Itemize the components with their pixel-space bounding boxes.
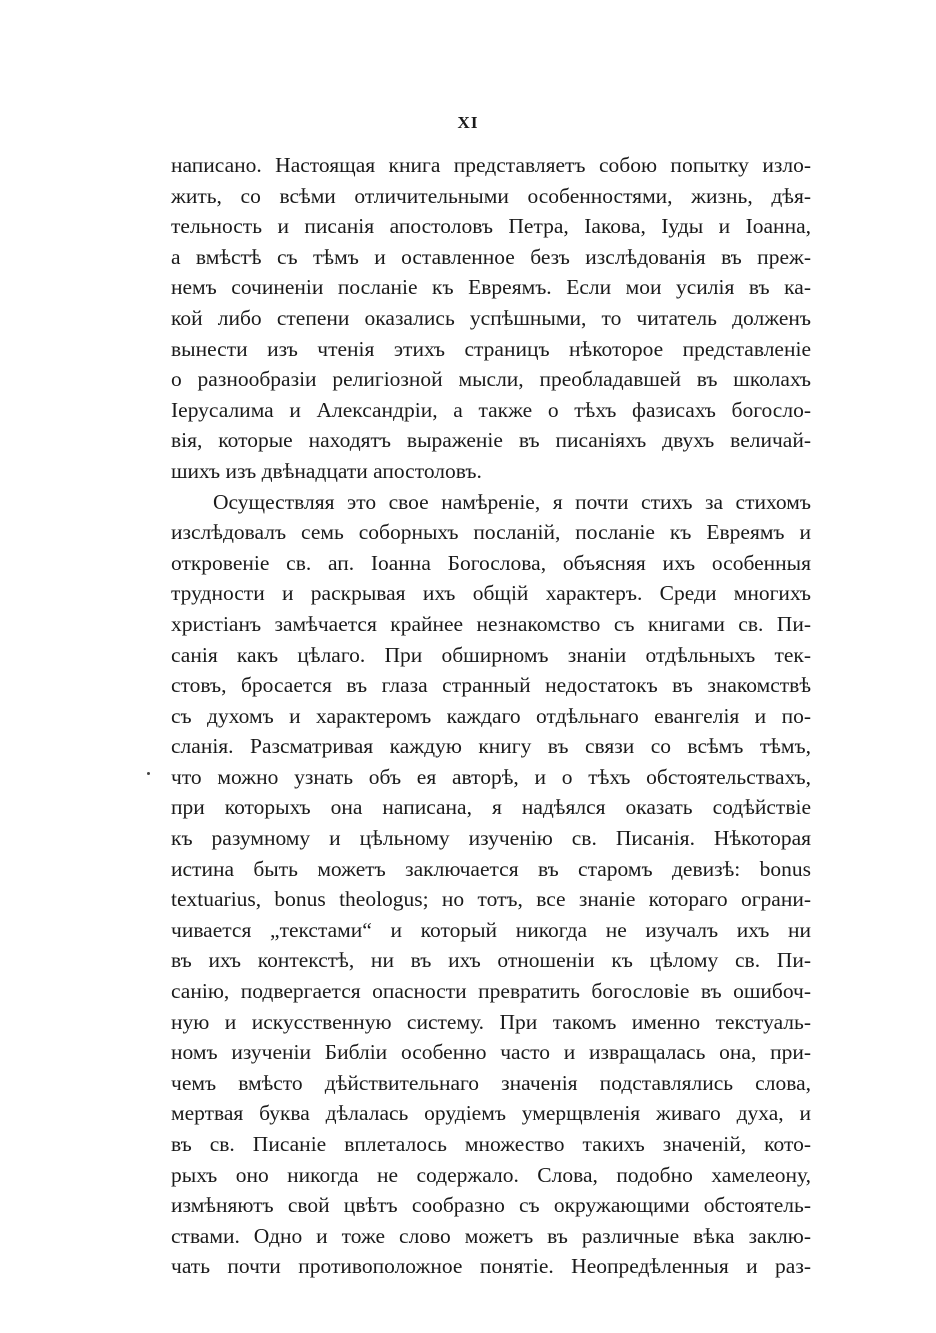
text-line: номъ изученіи Библіи особенно часто и извращалась она, при-	[171, 1040, 811, 1065]
text-line: стовъ, бросается въ глаза странный недостатокъ въ знакомствѣ	[171, 673, 811, 698]
text-line: ную и искусственную систему. При такомъ именно текстуаль-	[171, 1009, 811, 1034]
text-line: истина быть можетъ заключается въ старомъ девизѣ: bonus	[171, 856, 811, 881]
text-line: ствами. Одно и тоже слово можетъ въ различные вѣка заклю-	[171, 1223, 811, 1248]
text-line: textuarius, bonus theologus; но тотъ, все знаніе котораго ограни-	[171, 887, 811, 912]
text-line: тельность и писанія апостоловъ Петра, Іакова, Іуды и Іоанна,	[171, 214, 811, 239]
text-line: при которыхъ она написана, я надѣялся оказать содѣйствіе	[171, 795, 811, 820]
text-line: о разнообразіи религіозной мысли, преобладавшей въ школахъ	[171, 367, 811, 392]
text-line: чивается „текстами“ и который никогда не изучалъ ихъ ни	[171, 917, 811, 942]
text-line: чать почти противоположное понятіе. Неопредѣленныя и раз-	[171, 1254, 811, 1279]
text-line: къ разумному и цѣльному изученію св. Писанія. Нѣкоторая	[171, 826, 811, 851]
text-line: санія какъ цѣлаго. При обширномъ знаніи отдѣльныхъ тек-	[171, 642, 811, 667]
text-line: съ духомъ и характеромъ каждаго отдѣльнаго евангелія и по-	[171, 703, 811, 728]
page-number: XI	[457, 113, 479, 132]
text-line: мертвая буква дѣлалась орудіемъ умерщвленія живаго духа, и	[171, 1101, 811, 1126]
text-line: рыхъ оно никогда не содержало. Слова, подобно хамелеону,	[171, 1162, 811, 1187]
text-line: вія, которые находятъ выраженіе въ писаніяхъ двухъ величай-	[171, 428, 811, 453]
text-line: шихъ изъ двѣнадцати апостоловъ.	[171, 458, 482, 483]
text-line: изслѣдовалъ семь соборныхъ посланій, посланіе къ Евреямъ и	[171, 520, 811, 545]
text-line: въ ихъ контекстѣ, ни въ ихъ отношеніи къ цѣлому св. Пи-	[171, 948, 811, 973]
text-line: что можно узнать объ ея авторѣ, и о тѣхъ обстоятельствахъ,	[171, 764, 811, 789]
text-line: сланія. Разсматривая каждую книгу въ связи со всѣмъ тѣмъ,	[171, 734, 811, 759]
text-line: чемъ вмѣсто дѣйствительнаго значенія подставлялись слова,	[171, 1070, 811, 1095]
text-line: трудности и раскрывая ихъ общій характеръ. Среди многихъ	[171, 581, 811, 606]
paragraph-1	[171, 150, 811, 487]
text-line: вынести изъ чтенія этихъ страницъ нѣкоторое представленіе	[171, 336, 811, 361]
text-line: немъ сочиненіи посланіе къ Евреямъ. Если мои усилія въ ка-	[171, 275, 811, 300]
text-line: въ св. Писаніе вплеталось множество такихъ значеній, кото-	[171, 1132, 811, 1156]
text-line: жить, со всѣми отличительными особенностями, жизнь, дѣя-	[171, 183, 811, 208]
text-line: санію, подвергается опасности превратить богословіе въ ошибоч-	[171, 979, 811, 1004]
text-line: измѣняютъ свой цвѣтъ сообразно съ окружающими обстоятель-	[171, 1193, 811, 1218]
text-line: христіанъ замѣчается крайнее незнакомство съ книгами св. Пи-	[171, 611, 811, 636]
text-line: а вмѣстѣ съ тѣмъ и оставленное безъ изслѣдованія въ преж-	[171, 244, 811, 269]
stray-mark	[147, 772, 150, 775]
text-line: откровеніе св. ап. Іоанна Богослова, объясняя ихъ особенныя	[171, 550, 811, 575]
text-line: Іерусалима и Александріи, а также о тѣхъ фазисахъ богосло-	[171, 397, 811, 422]
text-line: Осуществляя это свое намѣреніе, я почти стихъ за стихомъ	[213, 489, 811, 514]
body-text	[171, 150, 811, 1282]
text-line: кой либо степени оказались успѣшными, то читатель долженъ	[171, 305, 811, 330]
paragraph-2	[171, 487, 811, 1282]
text-line: написано. Настоящая книга представляетъ собою попытку изло-	[171, 153, 811, 177]
